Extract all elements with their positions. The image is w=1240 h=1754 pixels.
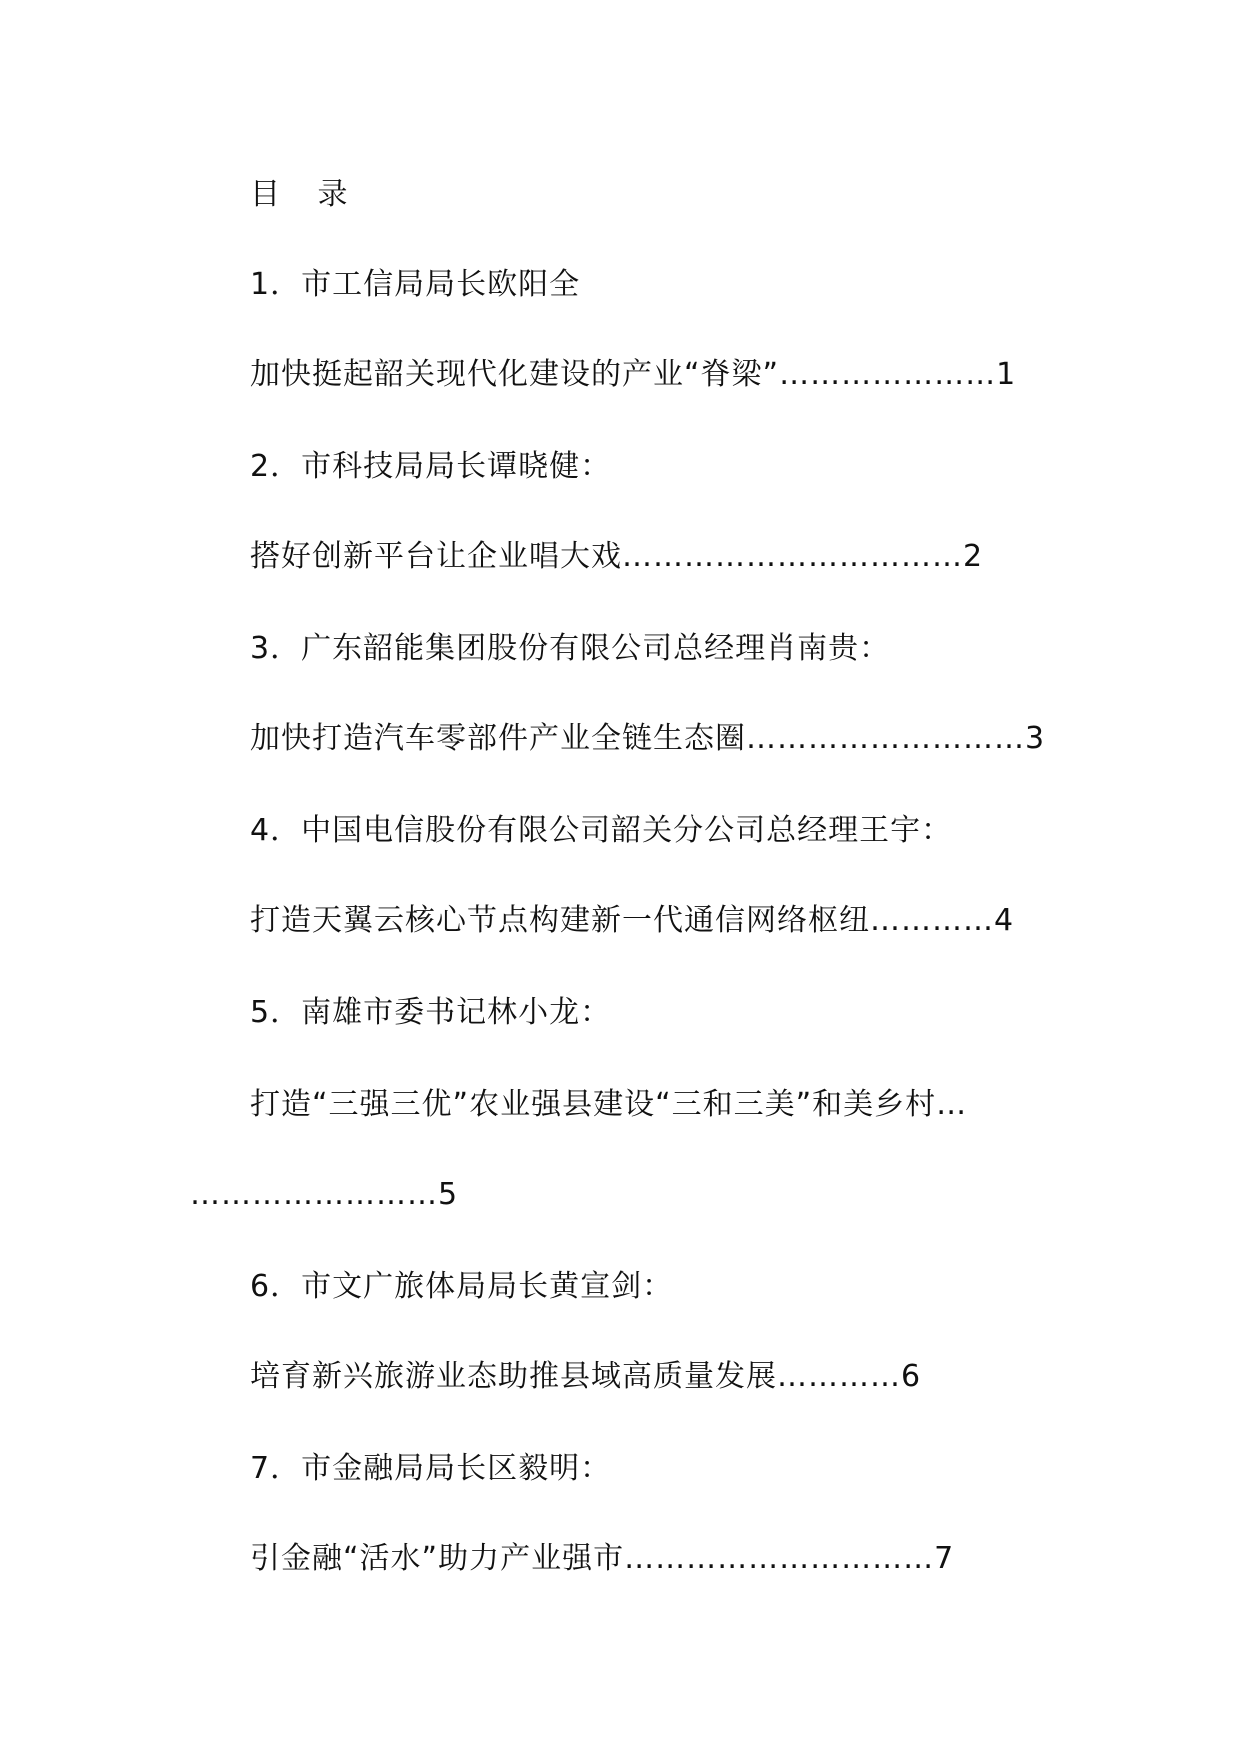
toc-entry-title-5: 打造“三强三优”农业强县建设“三和三美”和美乡村… [250, 1087, 968, 1122]
toc-entry-title-7: 引金融“活水”助力产业强市…………………………7 [250, 1541, 955, 1576]
toc-entry-heading-4: 4．中国电信股份有限公司韶关分公司总经理王宇： [250, 813, 953, 848]
toc-entry-title-5-continued: ……………………5 [190, 1177, 459, 1212]
toc-entry-heading-3: 3．广东韶能集团股份有限公司总经理肖南贵： [250, 631, 891, 666]
toc-entry-title-1: 加快挺起韶关现代化建设的产业“脊梁”…………………1 [250, 357, 1017, 392]
toc-entry-title-4: 打造天翼云核心节点构建新一代通信网络枢纽…………4 [250, 903, 1015, 938]
toc-entry-heading-7: 7．市金融局局长区毅明： [250, 1451, 612, 1486]
toc-entry-heading-1: 1．市工信局局长欧阳全 [250, 267, 581, 302]
toc-entry-title-3: 加快打造汽车零部件产业全链生态圈………………………3 [250, 721, 1046, 756]
toc-entry-heading-5: 5．南雄市委书记林小龙： [250, 995, 612, 1030]
toc-title: 目 录 [250, 177, 362, 212]
toc-entry-heading-2: 2．市科技局局长谭晓健： [250, 449, 612, 484]
toc-entry-heading-6: 6．市文广旅体局局长黄宣剑： [250, 1269, 674, 1304]
toc-entry-title-2: 搭好创新平台让企业唱大戏……………………………2 [250, 539, 984, 574]
toc-entry-title-6: 培育新兴旅游业态助推县域高质量发展…………6 [250, 1359, 922, 1394]
